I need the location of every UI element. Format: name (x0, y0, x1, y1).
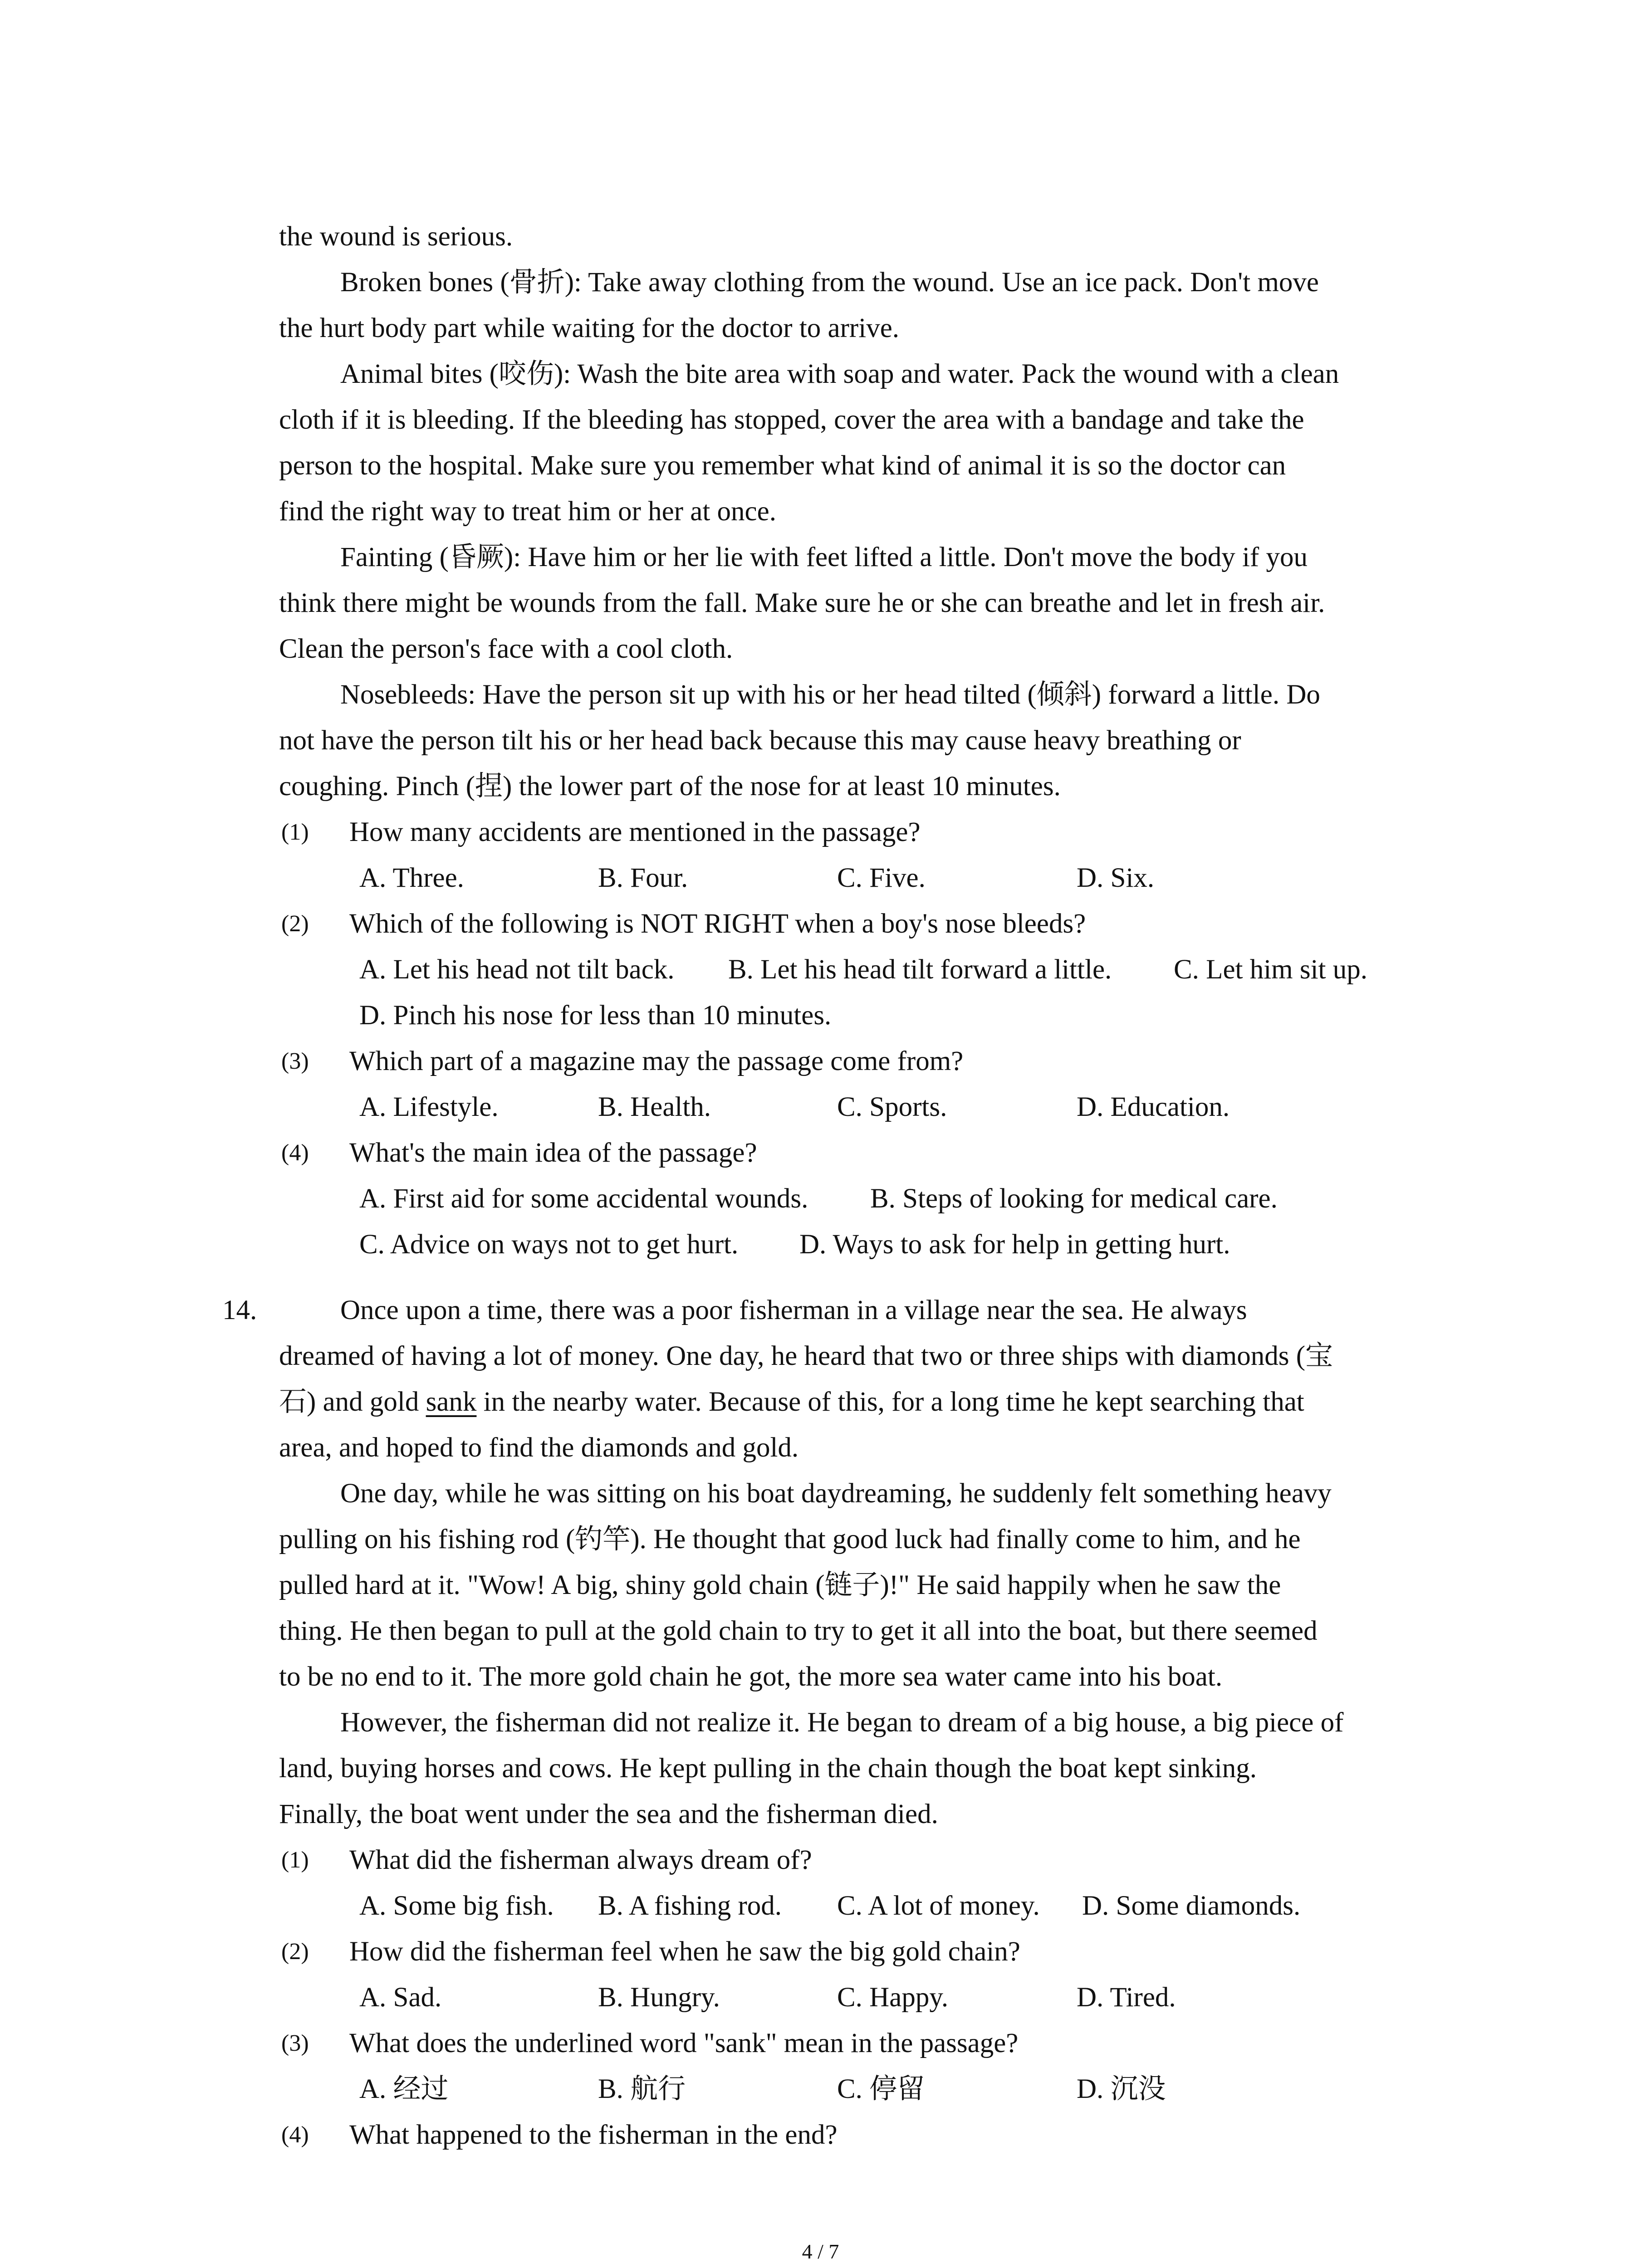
passage-line: land, buying horses and cows. He kept pulling in the chain though the boat kept sinking. (279, 1753, 1257, 1784)
question-number: (4) (281, 2122, 309, 2148)
passage-line: dreamed of having a lot of money. One day, he heard that two or three ships with diamonds (宝 (279, 1341, 1333, 1371)
answer-option: B. Let his head tilt forward a little. (728, 954, 1112, 985)
answer-option: C. A lot of money. (837, 1891, 1040, 1921)
answer-option: B. Four. (598, 863, 688, 893)
answer-option: C. 停留 (837, 2074, 925, 2104)
answer-option: A. Lifestyle. (359, 1092, 499, 1122)
text-run: in the nearby water. Because of this, for a long time he kept searching that (476, 1387, 1304, 1417)
answer-option: A. Three. (359, 863, 464, 893)
passage-line: Broken bones (骨折): Take away clothing from the wound. Use an ice pack. Don't move (340, 267, 1319, 298)
passage-line (279, 1386, 1304, 1418)
question-text: How many accidents are mentioned in the passage? (349, 817, 921, 847)
answer-option: B. Hungry. (598, 1982, 720, 2013)
answer-option: D. Education. (1077, 1092, 1230, 1122)
passage-line: coughing. Pinch (捏) the lower part of the nose for at least 10 minutes. (279, 771, 1061, 802)
question-14-number: 14. (222, 1295, 257, 1325)
passage-line: person to the hospital. Make sure you remember what kind of animal it is so the doctor can (279, 450, 1286, 481)
passage-line: not have the person tilt his or her head back because this may cause heavy breathing or (279, 725, 1241, 756)
text-run: 石) and gold (279, 1387, 426, 1417)
answer-option: A. First aid for some accidental wounds. (359, 1183, 808, 1214)
answer-option: B. Health. (598, 1092, 711, 1122)
answer-option: C. Let him sit up. (1174, 954, 1367, 985)
question-text: What happened to the fisherman in the end? (349, 2120, 838, 2150)
question-number: (3) (281, 2030, 309, 2056)
answer-option: A. 经过 (359, 2074, 449, 2104)
passage-line: Once upon a time, there was a poor fisherman in a village near the sea. He always (340, 1295, 1247, 1325)
passage-line: thing. He then began to pull at the gold chain to try to get it all into the boat, but there seemed (279, 1616, 1318, 1646)
answer-option: D. Six. (1077, 863, 1155, 893)
question-text: What does the underlined word "sank" mean in the passage? (349, 2028, 1019, 2058)
question-number: (1) (281, 819, 309, 845)
passage-line: area, and hoped to find the diamonds and gold. (279, 1432, 799, 1463)
question-number: (2) (281, 1939, 309, 1965)
passage-line: Finally, the boat went under the sea and the fisherman died. (279, 1799, 938, 1829)
question-text: Which of the following is NOT RIGHT when a boy's nose bleeds? (349, 909, 1086, 939)
question-text: How did the fisherman feel when he saw the big gold chain? (349, 1936, 1020, 1967)
answer-option: D. Ways to ask for help in getting hurt. (799, 1229, 1230, 1260)
answer-option: C. Happy. (837, 1982, 949, 2013)
passage-line: to be no end to it. The more gold chain he got, the more sea water came into his boat. (279, 1662, 1223, 1692)
answer-option: C. Advice on ways not to get hurt. (359, 1229, 739, 1260)
question-number: (1) (281, 1847, 309, 1873)
passage-line: pulling on his fishing rod (钓竿). He thought that good luck had finally come to him, and he (279, 1524, 1301, 1554)
answer-option: A. Some big fish. (359, 1891, 554, 1921)
question-number: (4) (281, 1140, 309, 1166)
answer-option: B. A fishing rod. (598, 1891, 782, 1921)
passage-line: the wound is serious. (279, 221, 513, 252)
answer-option: D. Pinch his nose for less than 10 minutes. (359, 1000, 832, 1031)
passage-line: cloth if it is bleeding. If the bleeding has stopped, cover the area with a bandage and take the (279, 405, 1304, 435)
question-number: (2) (281, 911, 309, 937)
answer-option: D. Tired. (1077, 1982, 1176, 2013)
page-number: 4 / 7 (802, 2240, 839, 2263)
passage-line: find the right way to treat him or her at once. (279, 496, 776, 527)
question-number: (3) (281, 1048, 309, 1074)
answer-option: B. 航行 (598, 2074, 686, 2104)
answer-option: C. Sports. (837, 1092, 947, 1122)
answer-option: C. Five. (837, 863, 926, 893)
question-text: What's the main idea of the passage? (349, 1138, 757, 1168)
passage-line: Animal bites (咬伤): Wash the bite area with soap and water. Pack the wound with a clean (340, 359, 1339, 389)
underlined-word: sank (426, 1387, 477, 1417)
answer-option: A. Let his head not tilt back. (359, 954, 675, 985)
passage-line: the hurt body part while waiting for the doctor to arrive. (279, 313, 900, 343)
passage-line: One day, while he was sitting on his boat daydreaming, he suddenly felt something heavy (340, 1478, 1332, 1509)
question-text: What did the fisherman always dream of? (349, 1845, 812, 1875)
answer-option: B. Steps of looking for medical care. (870, 1183, 1278, 1214)
answer-option: A. Sad. (359, 1982, 442, 2013)
passage-line: Clean the person's face with a cool cloth. (279, 634, 733, 664)
answer-option: D. Some diamonds. (1082, 1891, 1301, 1921)
passage-line: think there might be wounds from the fall. Make sure he or she can breathe and let in fresh air. (279, 588, 1325, 618)
passage-line: pulled hard at it. "Wow! A big, shiny gold chain (链子)!" He said happily when he saw the (279, 1570, 1281, 1600)
passage-line: Nosebleeds: Have the person sit up with his or her head tilted (倾斜) forward a little. Do (340, 679, 1320, 710)
passage-line: Fainting (昏厥): Have him or her lie with feet lifted a little. Don't move the body if you (340, 542, 1308, 572)
question-text: Which part of a magazine may the passage come from? (349, 1046, 964, 1076)
answer-option: D. 沉没 (1077, 2074, 1166, 2104)
passage-line: However, the fisherman did not realize it. He began to dream of a big house, a big piece of (340, 1707, 1344, 1738)
